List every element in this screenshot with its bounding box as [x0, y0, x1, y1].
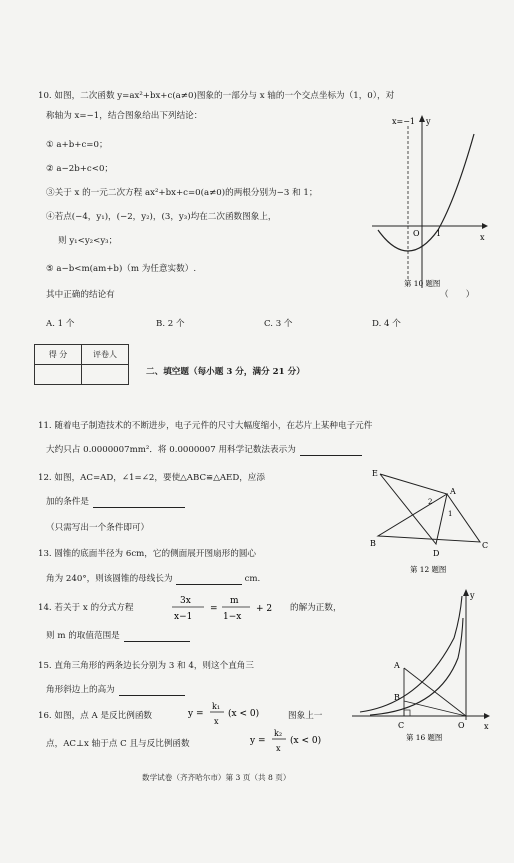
section-2-title: 二、填空题（每小题 3 分，满分 21 分）: [146, 367, 305, 377]
q12-triangle-figure: [370, 464, 498, 580]
outer-hyperbola: [360, 596, 462, 712]
angle-1-label: 1: [448, 510, 453, 518]
x-axis-label: x: [484, 722, 489, 731]
q10-line2: 称轴为 x=−1，结合图象给出下列结论：: [46, 111, 203, 121]
q16-f1-numerator: k₁: [212, 702, 221, 711]
q14-answer-blank[interactable]: [124, 631, 190, 642]
inner-hyperbola: [370, 618, 463, 715]
parabola-curve: [378, 134, 474, 251]
angle-2-label: 2: [428, 498, 433, 506]
origin-label: O: [458, 721, 465, 730]
q10-conclusion-5: ⑤ a−b<m(am+b)（m 为任意实数）.: [46, 264, 197, 274]
q16-f2-lhs: y =: [250, 736, 266, 746]
q14-frac2-denominator: 1−x: [223, 612, 242, 622]
q10-conclusion-2: ② a−2b+c<0；: [46, 164, 114, 174]
q12-figure-caption: 第 12 题图: [410, 565, 447, 574]
y-axis-label: y: [470, 591, 475, 600]
y-axis-label: y: [426, 117, 431, 126]
q14-line1b: 的解为正数，: [290, 603, 342, 613]
q15-line1: 15. 直角三角形的两条边长分别为 3 和 4，则这个直角三: [38, 661, 254, 671]
point-d-label: D: [433, 549, 440, 558]
q10-question: 其中正确的结论有: [46, 290, 115, 300]
q13-line1: 13. 圆锥的底面半径为 6cm，它的侧面展开图扇形的圆心: [38, 549, 257, 559]
q10-figure-caption: 第 10 题图: [404, 279, 441, 288]
q15-line2: 角形斜边上的高为: [46, 684, 185, 696]
q16-line1b: 图象上一: [288, 711, 323, 721]
q15-answer-blank[interactable]: [119, 685, 185, 696]
q11-line1: 11. 随着电子制造技术的不断进步，电子元件的尺寸大幅度缩小，在芯片上某种电子元件: [38, 421, 373, 431]
x-axis-label: x: [480, 233, 485, 242]
q12-line2: 加的条件是: [46, 496, 185, 508]
q10-conclusion-4a: ④若点(−4，y₁)，(−2，y₂)，(3，y₃)均在二次函数图象上，: [46, 212, 277, 222]
q16-f1-lhs: y =: [188, 709, 204, 719]
q10-parabola-figure: [370, 112, 490, 292]
point-a-label: A: [450, 487, 456, 496]
q10-answer-bracket: （ ）: [440, 290, 475, 300]
symmetry-axis-label: x=−1: [392, 117, 416, 126]
score-table: [34, 344, 129, 385]
q11-line2: 大约只占 0.0000007mm²．将 0.0000007 用科学记数法表示为: [46, 444, 362, 456]
right-angle-mark: [404, 710, 410, 716]
page-footer: 数学试卷（齐齐哈尔市）第 3 页（共 8 页）: [142, 773, 291, 782]
q14-frac1-numerator: 3x: [180, 596, 191, 606]
q12-answer-blank[interactable]: [93, 497, 185, 508]
q13-line2: 角为 240°，则该圆锥的母线长为 cm.: [46, 574, 261, 584]
q16-f1-denominator: x: [214, 717, 219, 726]
q12-line3: （只需写出一个条件即可）: [46, 523, 150, 533]
q10-option-b: B. 2 个: [156, 319, 185, 329]
q10-conclusion-3: ③关于 x 的一元二次方程 ax²+bx+c=0(a≠0)的两根分别为−3 和 1；: [46, 188, 318, 198]
point-a-label: A: [394, 661, 400, 670]
q10-option-c: C. 3 个: [264, 319, 293, 329]
q10-conclusion-1: ① a+b+c=0；: [46, 140, 108, 150]
q14-line1a: 14. 若关于 x 的分式方程: [38, 603, 134, 613]
q14-frac1-denominator: x−1: [174, 612, 193, 622]
q16-hyperbola-figure: [350, 588, 494, 744]
q16-f2-condition: (x < 0): [290, 736, 322, 746]
q16-f1-condition: (x < 0): [228, 709, 260, 719]
q16-figure-caption: 第 16 题图: [406, 733, 443, 742]
triangle-lines: [378, 474, 480, 544]
q10-option-a: A. 1 个: [46, 319, 75, 329]
q13-answer-blank[interactable]: [176, 574, 242, 585]
q11-answer-blank[interactable]: [300, 445, 362, 456]
point-b-label: B: [370, 539, 376, 548]
grader-cell: [82, 365, 129, 385]
q10-line1: 10. 如图，二次函数 y=ax²+bx+c(a≠0)图象的一部分与 x 轴的一个交点坐标为（1，0），对: [38, 91, 395, 101]
grader-header: 评卷人: [82, 345, 129, 365]
point-e-label: E: [372, 469, 378, 478]
q16-function-2: [248, 724, 348, 758]
q16-line2a: 点，AC⊥x 轴于点 C 且与反比例函数: [46, 739, 190, 749]
q16-line1a: 16. 如图，点 A 是反比例函数: [38, 711, 153, 721]
point-b-label: B: [394, 693, 400, 702]
point-c-label: C: [482, 541, 489, 550]
q12-line1: 12. 如图，AC=AD，∠1=∠2，要使△ABC≌△AED，应添: [38, 473, 265, 483]
q10-conclusion-4b: 则 y₁<y₂<y₃；: [58, 236, 118, 246]
q16-f2-numerator: k₂: [274, 729, 283, 738]
q14-equals: =: [210, 604, 218, 614]
point-one-label: 1: [436, 229, 442, 238]
q14-line2: 则 m 的取值范围是: [46, 630, 190, 642]
q14-frac2-numerator: m: [230, 596, 239, 606]
point-c-label: C: [398, 721, 405, 730]
score-cell: [35, 365, 82, 385]
origin-label: O: [413, 229, 420, 238]
q16-f2-denominator: x: [276, 744, 281, 753]
score-header: 得 分: [35, 345, 82, 365]
q14-plus-two: + 2: [256, 604, 273, 614]
q10-option-d: D. 4 个: [372, 319, 401, 329]
